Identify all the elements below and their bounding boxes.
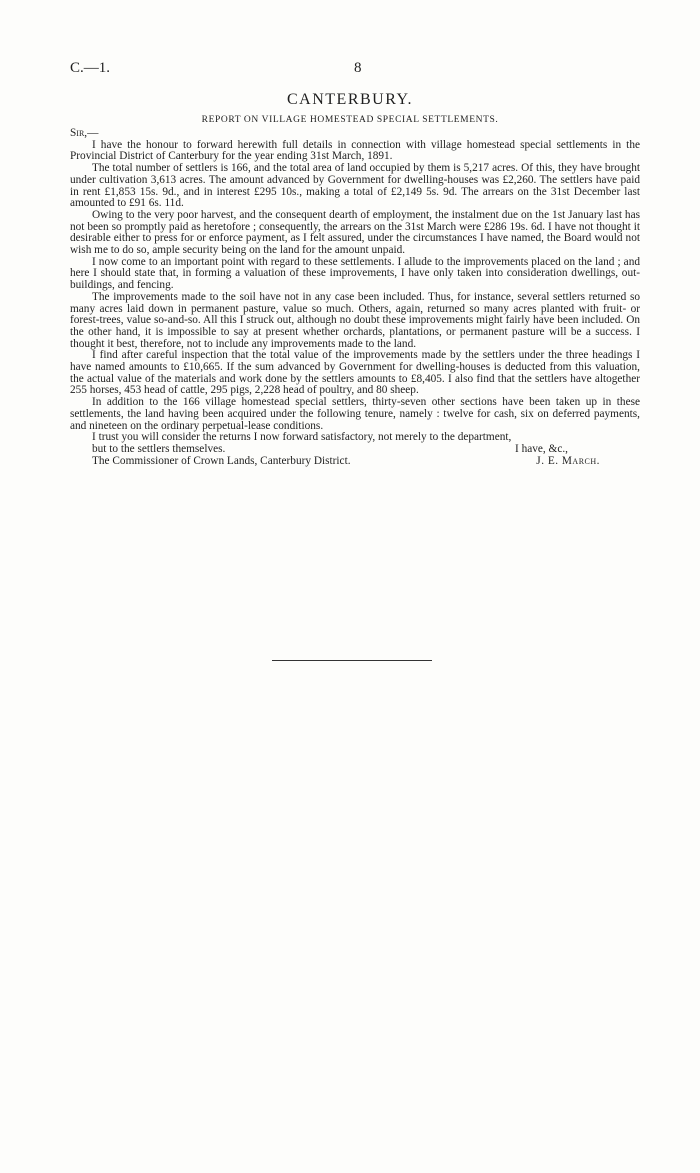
addressee-line: [70, 456, 640, 468]
closing-line: [70, 444, 640, 456]
document-subtitle: REPORT ON VILLAGE HOMESTEAD SPECIAL SETTLEMENTS.: [201, 115, 499, 125]
paragraph-settler-totals: The total number of settlers is 166, and the total area of land occupied by them is 5,217 acres. Of this, they have brought under cultivation 3,613 acres. The amount advanced by Government for dwelling-houses was £2,260. The settlers have paid in rent £1,853 15s. 9d., and in interest £295 10s., making a total of £2,149 5s. 9d. The arrears on the 31st December last amounted to £91 6s. 11d.: [70, 162, 640, 210]
paragraph-soil-improvements: The improvements made to the soil have not in any case been included. Thus, for instance, several settlers returned so many acres laid down in permanent pasture, value so much. Others, again, returned so many acres planted with fruit- or forest-trees, value so-and-so. All this I struck out, although no doubt these improvements might fairly have been included. On the other hand, it is impossible to say at present whether orchards, plantations, or permanent pasture will be a success. I thought it best, therefore, not to include any improvements made to the land.: [70, 290, 640, 350]
page-number: 8: [354, 60, 362, 76]
addressee: The Commissioner of Crown Lands, Canterbury District.: [92, 454, 351, 467]
page-header-reference: C.—1.: [70, 60, 111, 76]
signature: J. E. March.: [536, 454, 600, 467]
paragraph-introduction: I have the honour to forward herewith full details in connection with village homestead special settlements in the Provincial District of Canterbury for the year ending 31st March, 1891.: [70, 138, 640, 163]
report-body: [70, 128, 640, 467]
document-title: CANTERBURY.: [286, 91, 413, 108]
paragraph-closing: I trust you will consider the returns I now forward satisfactory, not merely to the department,: [92, 431, 512, 444]
section-divider-rule: [272, 660, 432, 661]
paragraph-improvements-intro: I now come to an important point with regard to these settlements. I allude to the improvements placed on the land ; and here I should state that, in forming a valuation of these improvements, I have only taken into consideration dwellings, out-buildings, and fencing.: [70, 255, 640, 292]
salutation: Sir,—: [70, 127, 99, 139]
paragraph-valuation: I find after careful inspection that the total value of the improvements made by the settlers under the three headings I have named amounts to £10,665. If the sum advanced by Government for dwelling-houses is deducted from this valuation, the actual value of the materials and work done by the settlers amounts to £8,405. I also find that the settlers have altogether 255 horses, 453 head of cattle, 295 pigs, 2,228 head of poultry, and 80 sheep.: [70, 349, 640, 397]
valediction: I have, &c.,: [514, 442, 568, 455]
paragraph-arrears: Owing to the very poor harvest, and the consequent dearth of employment, the instalment due on the 1st January last has not been so promptly paid as heretofore ; consequently, the arrears on the 31st March were £286 19s. 6d. I have not thought it desirable either to press for or enforce payment, as I felt assured, under the circumstances I have named, the Board would not wish me to do so, ample security being on the land for the amount unpaid.: [70, 208, 640, 257]
closing-text: but to the settlers themselves.: [92, 442, 226, 455]
paragraph-other-sections: In addition to the 166 village homestead special settlers, thirty-seven other sections have been taken up in these settlements, the land having been acquired under the following tenure, namely : twelve for cash, six on deferred payments, and nineteen on the ordinary perpetual-lease conditions.: [70, 396, 640, 432]
